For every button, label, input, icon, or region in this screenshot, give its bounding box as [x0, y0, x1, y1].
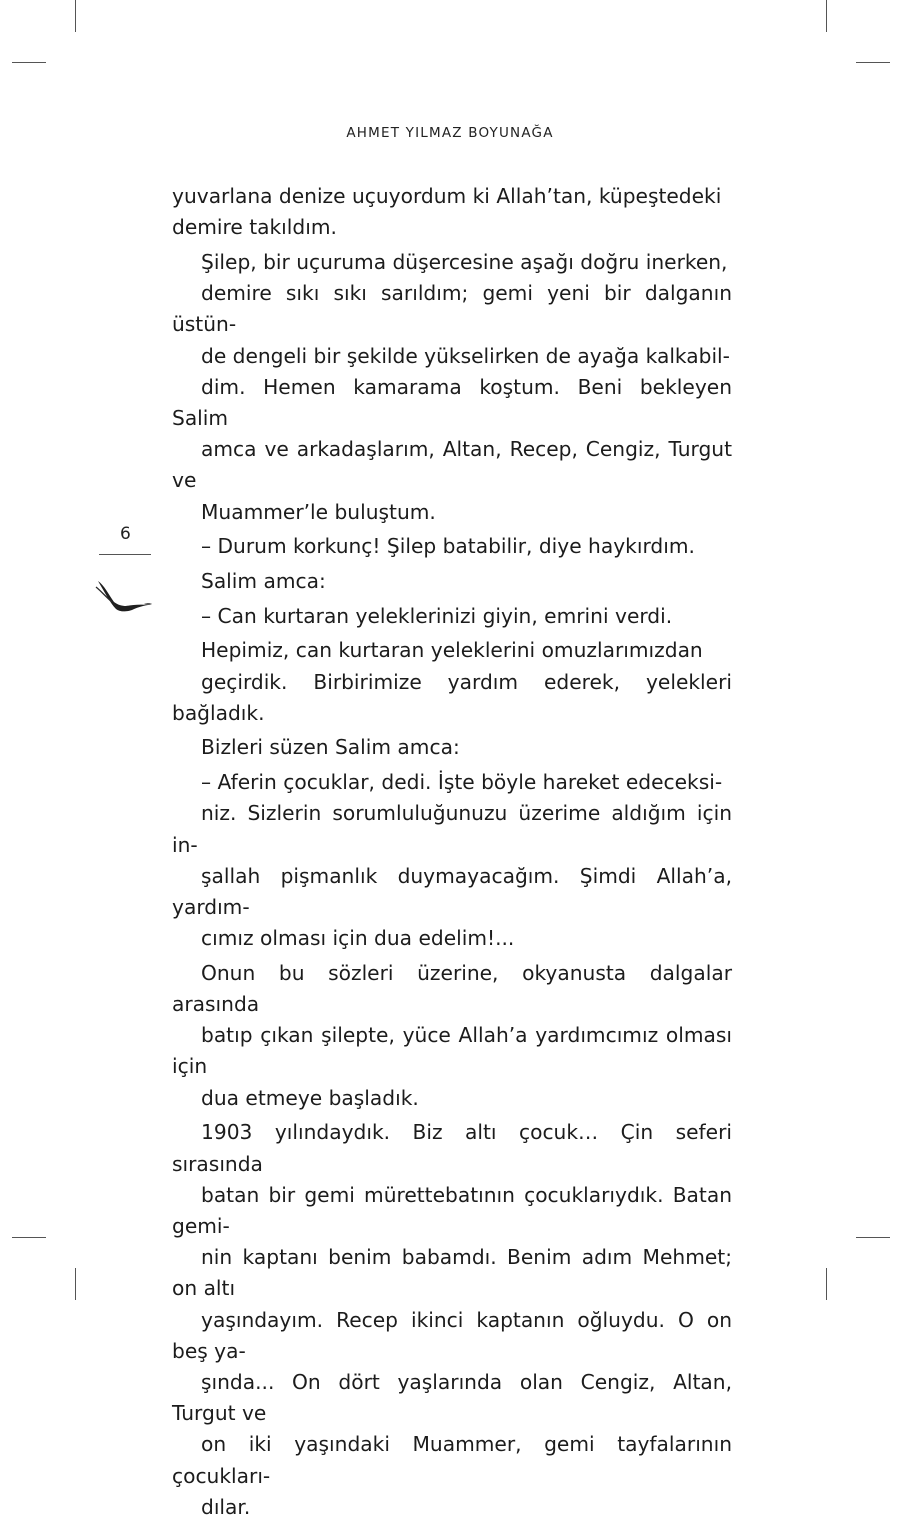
body-text: [172, 181, 732, 1527]
paragraph: [172, 566, 732, 597]
text-line: dılar.: [201, 1494, 251, 1519]
crop-mark-left-top: [12, 62, 46, 63]
text-line: niz. Sizlerin sorumluluğunuzu üzerime aldığım için in-: [172, 801, 732, 857]
page-number: 6: [120, 524, 131, 544]
paragraph: [172, 1117, 732, 1523]
text-line: yuvarlana denize uçuyordum ki Allah’tan, küpeştedeki: [172, 184, 722, 208]
crop-mark-right-top: [856, 62, 890, 63]
text-line: geçirdik. Birbirimize yardım ederek, yelekleri bağladık.: [172, 669, 732, 725]
text-line: yaşındayım. Recep ikinci kaptanın oğluydu. O on beş ya-: [172, 1307, 732, 1363]
crop-mark-bottom-right: [826, 1268, 827, 1300]
crop-mark-top-right: [826, 0, 827, 32]
text-line: 1903 yılındaydık. Biz altı çocuk… Çin seferi sırasında: [172, 1120, 732, 1176]
seagull-icon: [92, 575, 154, 617]
text-line: Şilep, bir uçuruma düşercesine aşağı doğru inerken,: [201, 249, 728, 274]
text-line: cımız olması için dua edelim!...: [201, 926, 515, 951]
paragraph: [172, 732, 732, 763]
running-head: AHMET YILMAZ BOYUNAĞA: [346, 125, 554, 141]
text-line: de dengeli bir şekilde yükselirken de ayağa kalkabil-: [201, 343, 730, 368]
text-line: Muammer’le buluştum.: [201, 499, 436, 524]
text-line: Salim amca:: [201, 568, 326, 593]
paragraph: [172, 767, 732, 954]
paragraph: [172, 181, 732, 243]
paragraph: [172, 601, 732, 632]
paragraph: [172, 247, 732, 528]
text-line: batan bir gemi mürettebatının çocuklarıydık. Batan gemi-: [172, 1182, 732, 1238]
text-line: Onun bu sözleri üzerine, okyanusta dalgalar arasında: [172, 960, 732, 1017]
text-line: şallah pişmanlık duymayacağım. Şimdi Allah’a, yardım-: [172, 863, 732, 919]
folio-rule: [99, 554, 151, 555]
text-line: şında... On dört yaşlarında olan Cengiz, Altan, Turgut ve: [172, 1370, 732, 1426]
crop-mark-right-bottom: [856, 1237, 890, 1238]
crop-mark-top-left: [75, 0, 76, 32]
text-line: nin kaptanı benim babamdı. Benim adım Mehmet; on altı: [172, 1245, 732, 1301]
paragraph: [172, 635, 732, 729]
text-line: Hepimiz, can kurtaran yeleklerini omuzlarımızdan: [201, 638, 703, 663]
text-line: amca ve arkadaşlarım, Altan, Recep, Cengiz, Turgut ve: [172, 437, 732, 493]
crop-mark-left-bottom: [12, 1237, 46, 1238]
text-line: – Durum korkunç! Şilep batabilir, diye haykırdım.: [201, 534, 695, 559]
text-line: Bizleri süzen Salim amca:: [201, 735, 460, 760]
text-line: dua etmeye başladık.: [201, 1085, 419, 1110]
text-line: dim. Hemen kamarama koştum. Beni bekleyen Salim: [172, 374, 732, 430]
paragraph: [172, 958, 732, 1114]
crop-mark-bottom-left: [75, 1268, 76, 1300]
text-line: – Aferin çocuklar, dedi. İşte böyle hareket edeceksi-: [201, 770, 723, 795]
text-line: demire takıldım.: [172, 215, 337, 240]
text-line: batıp çıkan şilepte, yüce Allah’a yardımcımız olması için: [172, 1023, 732, 1079]
text-line: on iki yaşındaki Muammer, gemi tayfalarının çocukları-: [172, 1432, 732, 1488]
text-line: – Can kurtaran yeleklerinizi giyin, emrini verdi.: [201, 603, 673, 628]
paragraph: [172, 531, 732, 562]
text-line: demire sıkı sıkı sarıldım; gemi yeni bir dalganın üstün-: [172, 281, 732, 337]
